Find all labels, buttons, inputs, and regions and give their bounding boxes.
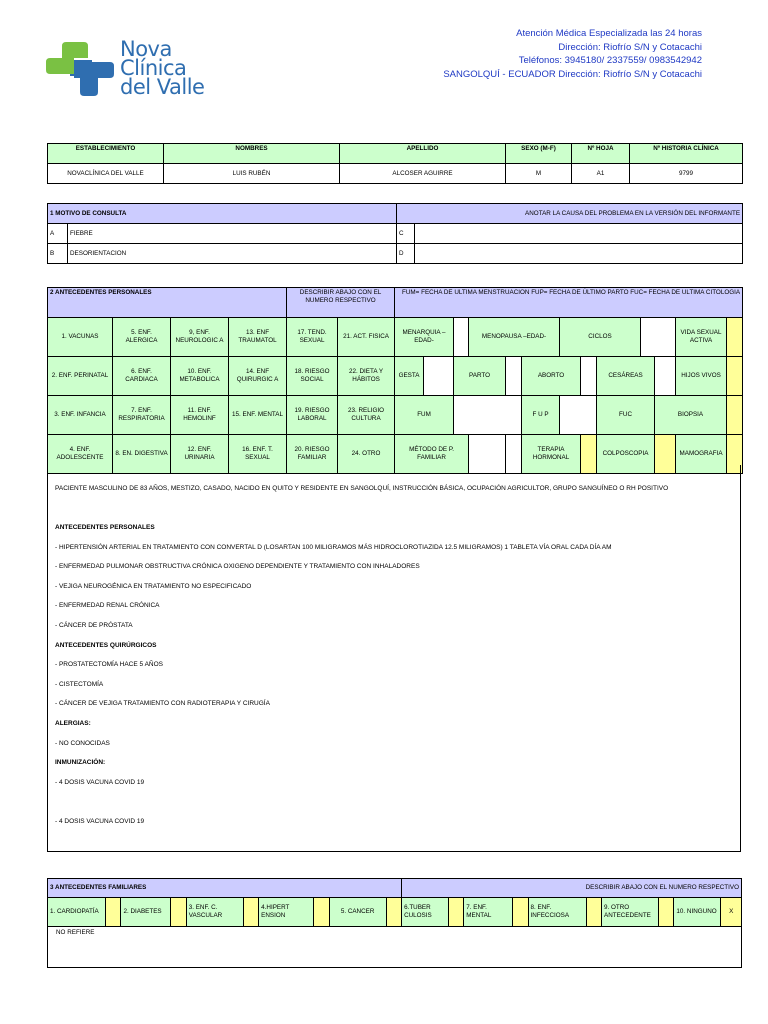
label-colposcopia: COLPOSCOPIA [597, 435, 655, 474]
label-cesareas: CESÁREAS [597, 357, 655, 396]
value-cesareas[interactable] [655, 357, 676, 396]
row-letter: B [48, 244, 68, 264]
fam-check-cancer[interactable] [386, 898, 401, 927]
section-legend: FUM= FECHA DE ULTIMA MENSTRUACION FUP= FECHA DE ÚLTIMO PARTO FUC= FECHA DE ULTIMA CITOLOGIA [395, 288, 743, 318]
label-gesta: GESTA [395, 357, 424, 396]
establishment-table [47, 143, 743, 184]
value-sexo[interactable]: M [506, 164, 572, 184]
item-enf-quirurgica[interactable]: 14. ENF QUIRURGIC A [229, 357, 287, 396]
value-establecimiento[interactable]: NOVACLÍNICA DEL VALLE [48, 164, 164, 184]
info-line: Teléfonos: 3945180/ 2337559/ 0983542942 [518, 55, 702, 67]
value-vida-sexual[interactable] [727, 318, 743, 357]
narrative-line: - CÁNCER DE PRÓSTATA [55, 621, 133, 629]
row-letter: D [397, 244, 415, 264]
item-act-fisica[interactable]: 21. ACT. FISICA [338, 318, 395, 357]
label-ciclos: CICLOS [560, 318, 641, 357]
fam-item-otro: 9. OTRO ANTECEDENTE [602, 898, 659, 927]
info-line: Dirección: Riofrío S/N y Cotacachi [558, 41, 702, 53]
fam-item-infecciosa: 8. ENF. INFECCIOSA [528, 898, 586, 927]
narrative-line: - 4 DOSIS VACUNA COVID 19 [55, 778, 145, 786]
item-enf-metabolica[interactable]: 10. ENF. METABOLICA [171, 357, 229, 396]
fam-item-vascular: 3. ENF. C. VASCULAR [186, 898, 243, 927]
label-menopausa: MENOPAUSA –EDAD- [469, 318, 560, 357]
fam-check-otro[interactable] [659, 898, 674, 927]
header-nombres: NOMBRES [164, 144, 340, 164]
value-ciclos[interactable] [641, 318, 676, 357]
value-apellido[interactable]: ALCOSER AGUIRRE [340, 164, 506, 184]
header-historia: Nº HISTORIA CLÍNICA [630, 144, 743, 164]
value-nombres[interactable]: LUIS RUBÉN [164, 164, 340, 184]
item-enf-cardiaca[interactable]: 6. ENF. CARDIACA [113, 357, 171, 396]
value-parto[interactable] [506, 357, 522, 396]
label-metodo-familiar: MÉTODO DE P. FAMILIAR [395, 435, 469, 474]
antecedentes-narrative[interactable] [47, 465, 741, 852]
item-vacunas[interactable]: 1. VACUNAS [48, 318, 113, 357]
label-fup: F U P [522, 396, 560, 435]
item-religio-cultura[interactable]: 23. RELIGIO CULTURA [338, 396, 395, 435]
section-title: 2 ANTECEDENTES PERSONALES [48, 288, 287, 318]
item-enf-digestiva[interactable]: 8. EN. DIGESTIVA [113, 435, 171, 474]
header-sexo: SEXO (M-F) [506, 144, 572, 164]
motivo-value[interactable] [415, 224, 743, 244]
antecedentes-familiares-table [47, 878, 742, 968]
value-menarquia[interactable] [454, 318, 469, 357]
value-fum[interactable] [454, 396, 522, 435]
fam-check-mental[interactable] [513, 898, 528, 927]
info-line: SANGOLQUÍ - ECUADOR Dirección: Riofrío S/N y Cotacachi [443, 68, 702, 80]
fam-item-tuberculosis: 6.TUBER CULOSIS [402, 898, 449, 927]
familiares-note[interactable]: NO REFIERE [48, 927, 742, 968]
section-title: 3 ANTECEDENTES FAMILIARES [48, 879, 402, 898]
value-gesta[interactable] [424, 357, 454, 396]
narrative-heading: INMUNIZACIÓN: [55, 759, 106, 767]
fam-check-infecciosa[interactable] [586, 898, 601, 927]
item-enf-perinatal[interactable]: 2. ENF. PERINATAL [48, 357, 113, 396]
logo-wordmark [120, 37, 250, 99]
narrative-heading: ANTECEDENTES PERSONALES [55, 524, 155, 531]
narrative-line: - ENFERMEDAD PULMONAR OBSTRUCTIVA CRÓNICA OXIGENO DEPENDIENTE Y TRATAMIENTO CON INHALADORES [55, 563, 420, 571]
header-apellido: APELLIDO [340, 144, 506, 164]
motivo-value[interactable] [415, 244, 743, 264]
logo-line-3: del Valle [120, 75, 205, 99]
clinic-contact-info [443, 27, 702, 81]
value-fup[interactable] [560, 396, 597, 435]
item-tend-sexual[interactable]: 17. TEND. SEXUAL [287, 318, 338, 357]
item-riesgo-laboral[interactable]: 19. RIESGO LABORAL [287, 396, 338, 435]
fam-check-cardiopatia[interactable] [106, 898, 121, 927]
label-mamografia: MAMOGRAFIA [676, 435, 727, 474]
item-enf-mental[interactable]: 15. ENF. MENTAL [229, 396, 287, 435]
motivo-consulta-table [47, 203, 743, 264]
row-letter: A [48, 224, 68, 244]
narrative-heading: ANTECEDENTES QUIRÚRGICOS [55, 641, 157, 649]
label-fuc: FUC [597, 396, 655, 435]
fam-item-hipertension: 4.HIPERT ENSION [259, 898, 314, 927]
item-enf-adolescente[interactable]: 4. ENF. ADOLESCENTE [48, 435, 113, 474]
fam-check-vascular[interactable] [243, 898, 258, 927]
item-enf-t-sexual[interactable]: 16. ENF. T. SEXUAL [229, 435, 287, 474]
item-enf-neurologica[interactable]: 9, ENF. NEUROLOGIC A [171, 318, 229, 357]
fam-item-cardiopatia: 1. CARDIOPATÍA [48, 898, 106, 927]
item-dieta-habitos[interactable]: 22. DIETA Y HÁBITOS [338, 357, 395, 396]
item-enf-alergica[interactable]: 5. ENF. ALERGICA [113, 318, 171, 357]
fam-check-diabetes[interactable] [171, 898, 186, 927]
label-vida-sexual: VIDA SEXUAL ACTIVA [676, 318, 727, 357]
info-line: Atención Médica Especializada las 24 horas [516, 28, 702, 39]
section-describe: DESCRIBIR ABAJO CON EL NUMERO RESPECTIVO [287, 288, 395, 318]
section-describe: DESCRIBIR ABAJO CON EL NUMERO RESPECTIVO [402, 879, 742, 898]
header-hoja: Nº HOJA [572, 144, 630, 164]
fam-item-diabetes: 2. DIABETES [121, 898, 171, 927]
row-letter: C [397, 224, 415, 244]
narrative-heading: ALERGIAS: [55, 719, 91, 727]
label-hijos-vivos: HIJOS VIVOS [676, 357, 727, 396]
item-enf-respiratoria[interactable]: 7. ENF. RESPIRATORIA [113, 396, 171, 435]
label-parto: PARTO [454, 357, 506, 396]
narrative-line: - ENFERMEDAD RENAL CRÓNICA [55, 602, 160, 610]
label-biopsia: BIOPSIA [655, 396, 727, 435]
fam-check-hipertension[interactable] [314, 898, 329, 927]
value-biopsia[interactable] [727, 396, 743, 435]
green-blue-cross-icon [44, 40, 118, 100]
item-riesgo-social[interactable]: 18. RIESGO SOCIAL [287, 357, 338, 396]
section-title: 1 MOTIVO DE CONSULTA [48, 204, 397, 224]
narrative-line [55, 798, 733, 818]
item-enf-infancia[interactable]: 3. ENF. INFANCIA [48, 396, 113, 435]
fam-check-ninguno[interactable]: X [721, 898, 742, 927]
narrative-line: - 4 DOSIS VACUNA COVID 19 [55, 817, 145, 825]
logo-line-1: Nova [120, 37, 172, 61]
narrative-line: - CÁNCER DE VEJIGA TRATAMIENTO CON RADIOTERAPIA Y CIRUGÍA [55, 700, 270, 708]
item-enf-traumatol[interactable]: 13. ENF TRAUMATOL [229, 318, 287, 357]
narrative-line: - PROSTATECTOMÍA HACE 5 AÑOS [55, 661, 163, 669]
label-menarquia: MENARQUIA –EDAD- [395, 318, 454, 357]
antecedentes-personales-table [47, 287, 743, 474]
fam-item-cancer: 5. CANCER [329, 898, 386, 927]
value-historia[interactable]: 9799 [630, 164, 743, 184]
label-aborto: ABORTO [522, 357, 581, 396]
fam-check-tuberculosis[interactable] [448, 898, 463, 927]
fam-item-mental: 7. ENF. MENTAL [464, 898, 513, 927]
item-riesgo-familiar[interactable]: 20. RIESGO FAMILIAR [287, 435, 338, 474]
value-hijos-vivos[interactable] [727, 357, 743, 396]
motivo-value[interactable]: FIEBRE [68, 224, 397, 244]
value-aborto[interactable] [581, 357, 597, 396]
narrative-line: - VEJIGA NEUROGÉNICA EN TRATAMIENTO NO ESPECIFICADO [55, 582, 252, 590]
narrative-line: - CISTECTOMÍA [55, 680, 104, 688]
value-hoja[interactable]: A1 [572, 164, 630, 184]
fam-item-ninguno: 10. NINGUNO [674, 898, 721, 927]
item-enf-hemolinf[interactable]: 11. ENF. HEMOLINF [171, 396, 229, 435]
header-establecimiento: ESTABLECIMIENTO [48, 144, 164, 164]
narrative-line: - HIPERTENSIÓN ARTERIAL EN TRATAMIENTO CON CONVERTAL D (LOSARTAN 100 MILIGRAMOS MÁS HIDROCLOROTIAZIDA 12.5 MILIGRAMOS) 1 TABLETA VÍA ORAL CADA DÍA AM [55, 543, 612, 551]
narrative-line [55, 508, 733, 524]
item-enf-urinaria[interactable]: 12. ENF. URINARIA [171, 435, 229, 474]
item-otro[interactable]: 24. OTRO [338, 435, 395, 474]
label-terapia-hormonal: TERAPIA HORMONAL [522, 435, 581, 474]
narrative-line: PACIENTE MASCULINO DE 83 AÑOS, MESTIZO, CASADO, NACIDO EN QUITO Y RESIDENTE EN SANGOLQUÍ, INSTRUCCIÓN BÁSICA, OCUPACIÓN AGRICULTOR, GRUPO SANGUÍNEO O RH POSITIVO [55, 485, 669, 492]
narrative-line: - NO CONOCIDAS [55, 739, 110, 747]
motivo-value[interactable]: DESORIENTACION [68, 244, 397, 264]
section-note: ANOTAR LA CAUSA DEL PROBLEMA EN LA VERSIÓN DEL INFORMANTE [397, 204, 743, 224]
label-fum: FUM [395, 396, 454, 435]
logo-line-2: Clínica [120, 56, 187, 80]
